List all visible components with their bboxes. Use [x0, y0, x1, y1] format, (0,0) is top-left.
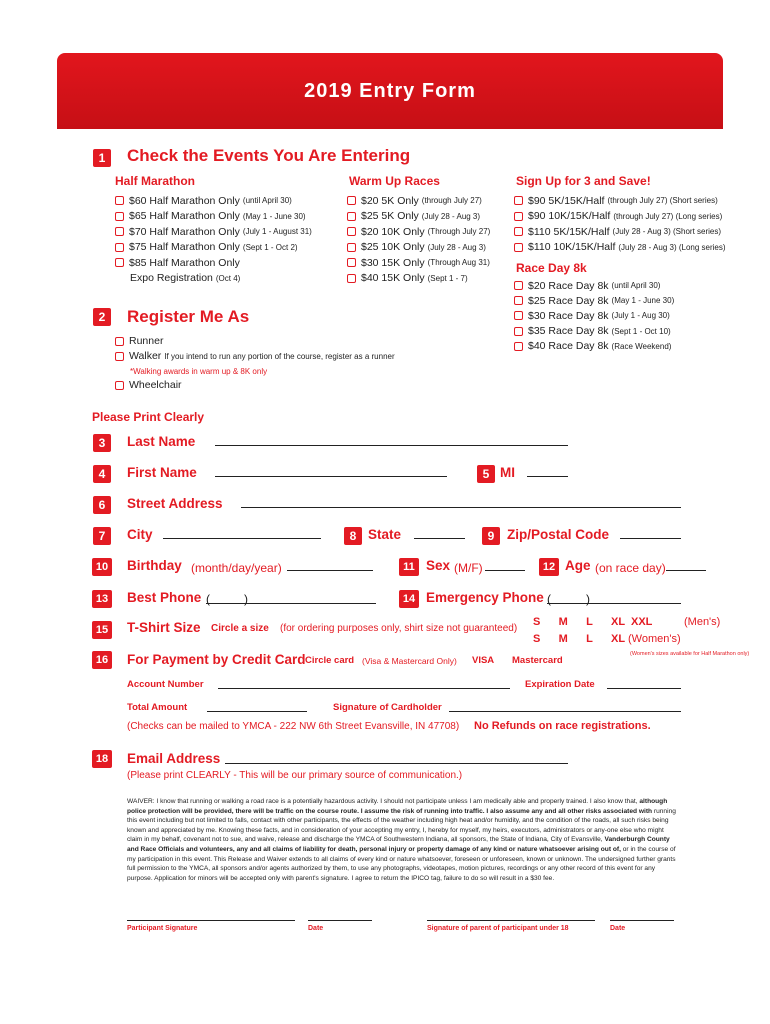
tshirt-circle-label: Circle a size: [211, 623, 269, 634]
street-address-field[interactable]: [241, 507, 681, 508]
date-field-2[interactable]: [610, 920, 674, 921]
raceday-option-1[interactable]: $20 Race Day 8k (until April 30): [514, 278, 674, 293]
checkbox[interactable]: [347, 258, 356, 267]
field-14-badge: 14: [399, 590, 419, 608]
field-15-badge: 15: [92, 621, 112, 639]
best-phone-open-paren: (: [206, 592, 210, 606]
checkbox[interactable]: [115, 212, 124, 221]
series-option-3[interactable]: $110 5K/15K/Half (July 28 - Aug 3) (Short series): [514, 224, 726, 240]
email-hint: (Please print CLEARLY - This will be our primary source of communication.): [127, 770, 463, 781]
age-field[interactable]: [666, 570, 706, 571]
womens-note: (Women's sizes available for Half Marathon only): [630, 651, 750, 657]
title-banner: [57, 53, 723, 129]
visa-option[interactable]: VISA: [472, 655, 495, 666]
total-amount-label: Total Amount: [127, 702, 188, 713]
race-day-heading: Race Day 8k: [516, 261, 587, 275]
first-name-field[interactable]: [215, 476, 447, 477]
tshirt-hint: (for ordering purposes only, shirt size not guaranteed): [280, 623, 518, 634]
birthday-label: Birthday: [127, 558, 182, 573]
mi-label: MI: [500, 465, 515, 480]
checkbox[interactable]: [347, 196, 356, 205]
card-hint: (Visa & Mastercard Only): [362, 656, 457, 666]
field-7-badge: 7: [93, 527, 111, 545]
participant-signature-field[interactable]: [127, 920, 295, 921]
warmup-option-3[interactable]: $20 10K Only (Through July 27): [347, 224, 490, 240]
city-field[interactable]: [163, 538, 321, 539]
parent-signature-label: Signature of parent of participant under 18: [427, 925, 569, 932]
last-name-field[interactable]: [215, 445, 568, 446]
sign-up-list: [514, 193, 726, 255]
best-phone-close-paren: ): [244, 592, 248, 606]
last-name-label: Last Name: [127, 434, 196, 449]
birthday-hint: (month/day/year): [191, 561, 282, 575]
print-clearly-label: Please Print Clearly: [92, 410, 205, 424]
warmup-option-5[interactable]: $30 15K Only (Through Aug 31): [347, 255, 490, 271]
expiration-label: Expiration Date: [525, 679, 595, 690]
checkbox[interactable]: [115, 258, 124, 267]
warmup-option-1[interactable]: $20 5K Only (through July 27): [347, 193, 490, 209]
state-label: State: [368, 527, 402, 542]
checkbox[interactable]: [514, 327, 523, 336]
checkbox[interactable]: [347, 212, 356, 221]
checkbox[interactable]: [514, 212, 523, 221]
mastercard-option[interactable]: Mastercard: [512, 655, 563, 666]
half-marathon-heading: Half Marathon: [115, 174, 196, 188]
half-option-2[interactable]: $65 Half Marathon Only (May 1 - June 30): [115, 209, 312, 225]
warmup-option-2[interactable]: $25 5K Only (July 28 - Aug 3): [347, 209, 490, 225]
field-16-badge: 16: [92, 651, 112, 669]
checkbox[interactable]: [115, 352, 124, 361]
age-label: Age: [565, 558, 591, 573]
walking-awards-note: *Walking awards in warm up & 8K only: [130, 367, 268, 376]
tshirt-label: T-Shirt Size: [127, 620, 201, 635]
checkbox[interactable]: [347, 243, 356, 252]
payment-label: For Payment by Credit Card: [127, 652, 306, 667]
sex-hint: (M/F): [454, 561, 483, 575]
runner-option[interactable]: Runner: [115, 335, 163, 347]
email-field[interactable]: [225, 763, 568, 764]
age-hint: (on race day): [595, 561, 666, 575]
checkbox[interactable]: [115, 381, 124, 390]
city-label: City: [127, 527, 153, 542]
field-5-badge: 5: [477, 465, 495, 483]
date-field-1[interactable]: [308, 920, 372, 921]
half-marathon-list: [115, 193, 312, 286]
field-13-badge: 13: [92, 590, 112, 608]
warmup-option-4[interactable]: $25 10K Only (July 28 - Aug 3): [347, 240, 490, 256]
series-option-4[interactable]: $110 10K/15K/Half (July 28 - Aug 3) (Long series): [514, 240, 726, 256]
mens-sizes[interactable]: S M L XL XXL: [533, 616, 653, 628]
expiration-field[interactable]: [607, 688, 681, 689]
checkbox[interactable]: [347, 227, 356, 236]
series-option-1[interactable]: $90 5K/15K/Half (through July 27) (Short series): [514, 193, 726, 209]
sign-up-heading: Sign Up for 3 and Save!: [516, 174, 651, 188]
checkbox[interactable]: [115, 196, 124, 205]
zip-label: Zip/Postal Code: [507, 527, 610, 542]
checkbox[interactable]: [514, 296, 523, 305]
parent-signature-field[interactable]: [427, 920, 595, 921]
field-8-badge: 8: [344, 527, 362, 545]
womens-label: (Women's): [628, 633, 681, 645]
field-10-badge: 10: [92, 558, 112, 576]
checkbox[interactable]: [115, 227, 124, 236]
best-phone-label: Best Phone: [127, 590, 202, 605]
account-number-label: Account Number: [127, 679, 204, 690]
walker-option[interactable]: Walker If you intend to run any portion of the course, register as a runner: [115, 350, 395, 362]
emergency-phone-open-paren: (: [547, 592, 551, 606]
circle-card-label: Circle card: [305, 655, 355, 666]
zip-field[interactable]: [620, 538, 681, 539]
cardholder-signature-field[interactable]: [449, 711, 681, 712]
participant-signature-label: Participant Signature: [127, 925, 198, 932]
checkbox[interactable]: [514, 243, 523, 252]
page-title: 2019 Entry Form: [304, 80, 476, 102]
section-2-heading: Register Me As: [127, 307, 250, 326]
section-2-badge: 2: [93, 308, 111, 326]
raceday-option-3[interactable]: $30 Race Day 8k (July 1 - Aug 30): [514, 308, 674, 323]
sex-field[interactable]: [485, 570, 525, 571]
checkbox[interactable]: [514, 227, 523, 236]
half-option-4[interactable]: $75 Half Marathon Only (Sept 1 - Oct 2): [115, 240, 312, 256]
mail-checks-note: (Checks can be mailed to YMCA - 222 NW 6th Street Evansville, IN 47708): [127, 721, 460, 732]
email-label: Email Address: [127, 751, 221, 766]
field-18-badge: 18: [92, 750, 112, 768]
warm-up-list: [347, 193, 490, 286]
emergency-phone-close-paren: ): [586, 592, 590, 606]
account-number-field[interactable]: [218, 688, 510, 689]
emergency-phone-field[interactable]: [547, 603, 681, 604]
emergency-phone-label: Emergency Phone: [426, 590, 544, 605]
race-day-list: [514, 278, 674, 354]
field-11-badge: 11: [399, 558, 419, 576]
checkbox[interactable]: [514, 281, 523, 290]
checkbox[interactable]: [347, 274, 356, 283]
field-9-badge: 9: [482, 527, 500, 545]
series-option-2[interactable]: $90 10K/15K/Half (through July 27) (Long series): [514, 209, 726, 225]
mi-field[interactable]: [527, 476, 568, 477]
raceday-option-5[interactable]: $40 Race Day 8k (Race Weekend): [514, 339, 674, 354]
warm-up-heading: Warm Up Races: [349, 174, 440, 188]
field-6-badge: 6: [93, 496, 111, 514]
section-1-badge: 1: [93, 149, 111, 167]
best-phone-field[interactable]: [206, 603, 376, 604]
state-field[interactable]: [414, 538, 465, 539]
checkbox[interactable]: [115, 243, 124, 252]
total-amount-field[interactable]: [207, 711, 307, 712]
date-label-2: Date: [610, 925, 626, 932]
field-3-badge: 3: [93, 434, 111, 452]
half-option-1[interactable]: $60 Half Marathon Only (until April 30): [115, 193, 312, 209]
half-option-3[interactable]: $70 Half Marathon Only (July 1 - August 31): [115, 224, 312, 240]
checkbox[interactable]: [514, 196, 523, 205]
street-address-label: Street Address: [127, 496, 223, 511]
raceday-option-4[interactable]: $35 Race Day 8k (Sept 1 - Oct 10): [514, 324, 674, 339]
checkbox[interactable]: [115, 337, 124, 346]
field-4-badge: 4: [93, 465, 111, 483]
first-name-label: First Name: [127, 465, 197, 480]
half-option-5[interactable]: $85 Half Marathon Only: [115, 255, 312, 271]
womens-sizes[interactable]: S M L XL: [533, 633, 626, 645]
expo-registration: Expo Registration (Oct 4): [130, 272, 241, 285]
section-1-heading: Check the Events You Are Entering: [127, 146, 411, 165]
checkbox[interactable]: [514, 342, 523, 351]
sex-label: Sex: [426, 558, 451, 573]
birthday-field[interactable]: [287, 570, 373, 571]
raceday-option-2[interactable]: $25 Race Day 8k (May 1 - June 30): [514, 293, 674, 308]
cardholder-signature-label: Signature of Cardholder: [333, 702, 442, 713]
no-refunds-note: No Refunds on race registrations.: [474, 720, 651, 732]
waiver-text: WAIVER: I know that running or walking a road race is a potentially hazardous activity. I should not participate unless I am medically able and properly trained. I also know that, although police protection will be provided, there will be traffic on the course route. I assume the risk of running into traffic. I also assume any and all other risks associated with running this event including but not limited to falls, contact with other participants, the effects of the weather including high heat and/or humidity, and the condition of the roads, all such risks being known and appreciated by me. Knowing these facts, and in consideration of your accepting my entry, I, hereby for myself, my heirs, executors, administrators or any-one else who might claim in my behalf, covenant not to sue, and waive, release and discharge the YMCA of Southwestern Indiana, all sponsors, the State of Indiana, City of Evansville, Vanderburgh County and Race Officials and volunteers, any and all claims of liability for death, personal injury or property damage of any kind or nature whatsoever arising out of, or in the course of my participation in this event. This Release and Waiver extends to all claims of every kind or nature whatsoever, foreseen or unforeseen, known or unknown. The undersigned further grants full permission to the YMCA, all sponsors and/or agents authorized by them, to use any photographs, videotapes, motion pictures, recordings or any other record of this event for any purpose. Application for minors will be accepted only with parent's signature. I agree to return the IPICO tag, failure to do so will result in a $30 fee.: [127, 798, 676, 882]
mens-label: (Men's): [684, 616, 721, 628]
warmup-option-6[interactable]: $40 15K Only (Sept 1 - 7): [347, 271, 490, 287]
checkbox[interactable]: [514, 311, 523, 320]
field-12-badge: 12: [539, 558, 559, 576]
wheelchair-option[interactable]: Wheelchair: [115, 379, 182, 391]
date-label-1: Date: [308, 925, 324, 932]
